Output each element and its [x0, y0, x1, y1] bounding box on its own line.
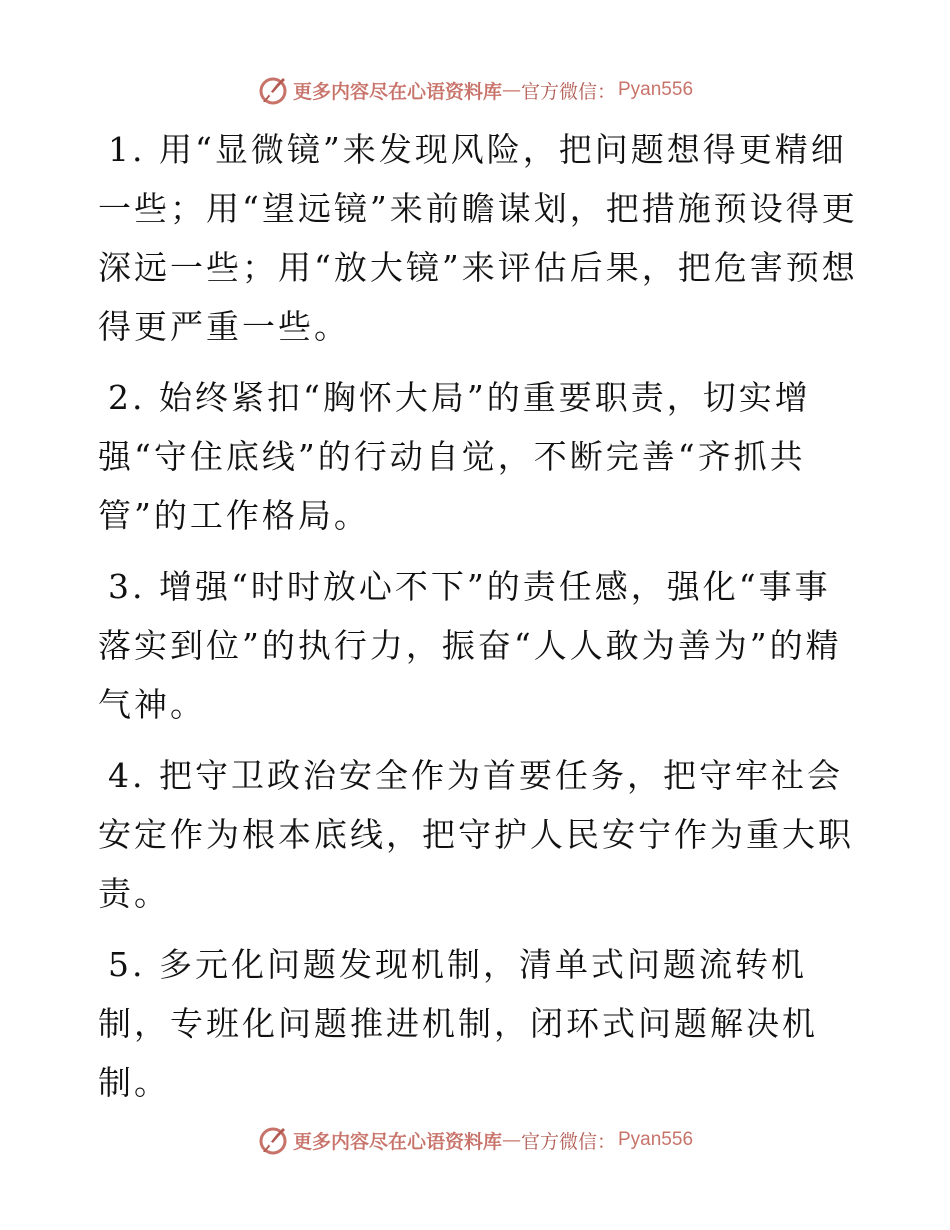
footer-banner — [0, 1120, 950, 1160]
pen-nib-logo-icon — [257, 74, 289, 106]
footer-dash: — — [501, 1129, 521, 1151]
document-body — [98, 120, 858, 1124]
paragraph-4: 4. 把守卫政治安全作为首要任务，把守牢社会安定作为根本底线，把守护人民安宁作为重大职责。 — [98, 756, 854, 913]
header-promo-text: 更多内容尽在心语资料库 — [292, 80, 502, 103]
header-wechat-label: 官方微信： — [520, 80, 616, 103]
header-dash: — — [501, 79, 521, 101]
footer-wechat-handle: Pyan556 — [618, 1129, 694, 1150]
header-banner — [0, 70, 950, 110]
pen-nib-logo-icon — [257, 1124, 289, 1156]
footer-promo-text: 更多内容尽在心语资料库 — [292, 1130, 502, 1153]
paragraph-1: 1. 用“显微镜”来发现风险，把问题想得更精细一些；用“望远镜”来前瞻谋划，把措施预设得更深远一些；用“放大镜”来评估后果，把危害预想得更严重一些。 — [98, 130, 858, 346]
paragraph-5: 5. 多元化问题发现机制，清单式问题流转机制，专班化问题推进机制，闭环式问题解决机制。 — [98, 945, 818, 1102]
paragraph-3: 3. 增强“时时放心不下”的责任感，强化“事事落实到位”的执行力，振奋“人人敢为善为”的精气神。 — [98, 567, 842, 724]
footer-wechat-label: 官方微信： — [520, 1130, 616, 1153]
header-wechat-handle: Pyan556 — [618, 79, 694, 100]
paragraph-2: 2. 始终紧扣“胸怀大局”的重要职责，切实增强“守住底线”的行动自觉，不断完善“齐抓共管”的工作格局。 — [98, 378, 811, 535]
